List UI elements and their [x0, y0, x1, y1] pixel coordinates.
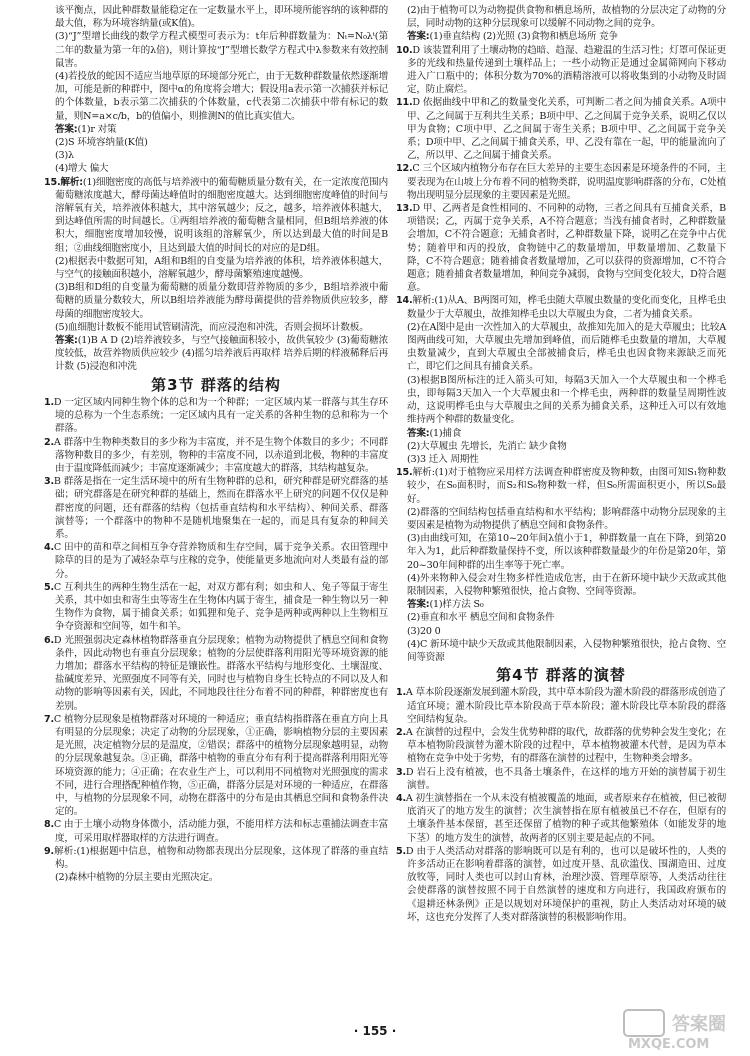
- item-text: C 植物分层现象是植物群落对环境的一种适应；垂直结构指群落在垂直方向上具有明显的分层现象；决定了动物的分层现象，①正确，影响植物分层的主要因素是光照，决定植物分层的是温度，②错误；群落中的植物分层现象越明显，动物的分层现象越复杂。③正确，群落中植物的垂直分布有利于提高群落利用阳光等环境资源的能力；④正确；在农业生产上，可以利用不同植物对光照强度的需求不同，进行合理搭配种植作物，⑤正确，群落分层是对环境的一种适应，在群落中，与植物的分层现象不同，动物在群落中的分布是由其栖息空间和食物条件决定的。: [53, 713, 388, 818]
- answer-line: (1)捕食: [429, 427, 462, 439]
- item-number: 15.: [396, 467, 413, 479]
- list-item: [44, 871, 388, 884]
- right-column: [396, 4, 726, 924]
- left-column: [44, 4, 388, 884]
- item-number: 12.: [396, 163, 413, 175]
- list-item: [44, 475, 388, 541]
- answer-block: [396, 30, 726, 43]
- item-text: D 该装置利用了土壤动物的趋暗、趋湿、趋避温的生活习性；灯罩可保证更多的光线和热量传递到土壤样品上；一些小动物正是通过金属筛网向下移动进入广口瓶中的；体积分数为70%的酒精溶液可以将收集到的小动物及时固定，防止腐烂。: [407, 44, 726, 96]
- section-title: 第3节 群落的结构: [151, 375, 281, 394]
- list-item: [44, 436, 388, 476]
- item-text: 解析:(1)从A、B两图可知，桦毛虫随大草履虫数量的变化而变化，且桦毛虫数量少于大草履虫，故推知桦毛虫以大草履虫为食，二者为捕食关系。: [407, 295, 726, 320]
- item-number: 3.: [396, 766, 406, 778]
- watermark-title: 答案圈: [672, 1014, 726, 1035]
- item-number: 6.: [44, 634, 54, 646]
- answer-line: (2)垂直和水平 栖息空间和食物条件: [407, 612, 555, 624]
- answer-block: [396, 427, 726, 440]
- answer-label: 答案:: [407, 31, 430, 43]
- explanation-text: (1)细胞密度的高低与培养液中的葡萄糖质量分数有关，在一定浓度范围内葡萄糖浓度越大，酵母菌达峰值时的细胞密度越大。达到细胞密度峰值的时间与溶解氧有关，培养液体积越大，其中溶氧越少；反之，越多，培养液体积越大，到达峰值所需的时间越长。①两组培养液的葡萄糖含量相同，但B组培养液的体积大，细胞密度增加较慢，说明该组的溶解氧少，所以达到最大值的时间是B组；②曲线细胞密度小，且达到最大值的时间长的对应的是D组。: [55, 176, 388, 254]
- answer-line: (4)增大 偏大: [55, 163, 109, 175]
- list-item: [396, 572, 726, 598]
- answer-line: (4)C 新环境中缺少天敌或其他限制因素，入侵物种繁殖很快，抢占食物、空间等资源: [407, 638, 726, 663]
- answer-block: [396, 598, 726, 611]
- item-text: D 光照强弱决定森林植物群落垂直分层现象；植物为动物提供了栖息空间和食物条件，因此动物也有垂直分层现象；植物的分层使群落利用阳光等环境资源的能力增加；群落水平结构的特征是镶嵌性。群落水平结构与地形变化、土壤湿度、盐碱度差异、光照强度不同等有关，同时也与植物自身生长特点的不同以及人和动物的影响等因素有关，因此，不同地段往往分布着不同的种群，种群密度也有差别。: [53, 634, 388, 712]
- item-text: (2)森林中植物的分层主要由光照决定。: [55, 872, 219, 884]
- list-item: [396, 162, 726, 202]
- list-item: [44, 541, 388, 581]
- item-text: (3)由曲线可知，在第10~20年间λ值小于1，种群数量一直在下降，到第20年入为1，此后种群数量保持不变，所以该种群数量最少的年份是第20年，第20~30年间种群的出生率等于死亡率。: [407, 533, 726, 571]
- answer-block: [44, 123, 388, 136]
- item-number: 9.: [44, 845, 54, 857]
- list-item: [44, 818, 388, 844]
- answer-line: (3)λ: [55, 150, 74, 162]
- watermark-logo: [622, 1006, 742, 1052]
- answer-text: (1)B A D (2)培养液较多，与空气接触面积较小，故供氧较少 (3)葡萄糖浓度较低，故营养物质供应较少 (4)摇匀培养液后再取样 培养后期的样液稀释后再计数 (5)浸泡和冲洗: [55, 335, 388, 373]
- item-text: D 依据曲线中甲和乙的数量变化关系，可判断二者之间为捕食关系。A项中甲、乙之间属于互利共生关系；B项中甲、乙之间属于竞争关系，说明乙仅以甲为食物；C项中甲、乙之间属于寄生关系；B项中甲、乙之间属于竞争关系；D项中甲、乙之间属于捕食关系，甲、乙没有靠在一起，甲的能量流向了乙，所以甲、乙之间属于捕食关系。: [407, 97, 726, 162]
- item-text: A 群落中生物种类数目的多少称为丰富度，并不是生物个体数目的多少；不同群落物种数目的多少，有差别，物种的丰富度不同，以赤道到北极，物种的丰富度由于温度降低而减少；丰富度逐渐减少；丰富度越大的群落，其结构越复杂。: [53, 436, 388, 474]
- list-item: [396, 44, 726, 97]
- answer-block: [44, 334, 388, 374]
- item-number: 3.: [44, 476, 54, 488]
- item-text: (4)外来物种入侵会对生物多样性造成危害，由于在新环境中缺少天敌或其他限制因素，入侵物种繁殖很快，抢占食物、空间等资源。: [407, 572, 726, 597]
- item-number: 2.: [396, 726, 406, 738]
- item-text: A 初生演替指在一个从未没有植被覆盖的地面，或者原来存在植被，但已被彻底消灭了的地方发生的演替；次生演替指在原有植被虽已不存在，但原有的土壤条件基本保留，甚至还保留了植物的种子或其他繁殖体（如能发芽的地下茎）的地方发生的演替，故两者的区别主要是起点的不同。: [405, 792, 726, 844]
- explanation-label: 解析:: [60, 176, 83, 188]
- item-text: (3)根据B图所标注的迁入箭头可知，每隔3天加入一个大草履虫和一个桦毛虫，即每隔3天加入一个大草履虫和一个桦毛虫，两种群的数量呈周期性波动，这说明桦毛虫与大草履虫之间的关系为捕食关系，这种迁入可以有效地维持两个种群的数量变化。: [407, 374, 726, 426]
- list-item: [396, 792, 726, 845]
- list-item: [44, 713, 388, 819]
- answer-line: (3)20 0: [407, 625, 441, 637]
- item-text: (2)在A图中是由一次性加入的大草履虫，故推知先加入的是大草履虫；比较A图两曲线可知，大草履虫先增加到峰值，而后随桦毛虫数量的增加，大草履虫数量减少，直到大草履虫全部被捕食后，桦毛虫也因食物来源缺乏而死亡，即它们之间具有捕食关系。: [407, 321, 726, 373]
- paragraph: (2)由于植物可以为动物提供食物和栖息场所，故植物的分层决定了动物的分层，同时动物的这种分层现象可以缓解不同动物之间的竞争。: [407, 5, 726, 30]
- item-number: 2.: [44, 436, 54, 448]
- answer-label: 答案:: [55, 335, 78, 347]
- list-item: [44, 396, 388, 436]
- item-number: 13.: [396, 203, 413, 215]
- item-text: (2)群落的空间结构包括垂直结构和水平结构；影响群落中动物分层现象的主要因素是植物为动物提供了栖息空间和食物条件。: [407, 506, 726, 531]
- item-text: C 田中的苗和草之间相互争夺营养物质和生存空间，属于竞争关系。农田管理中除草的目的是为了减轻杂草与庄稼的竞争，使能量更多地流向对人类最有益的部分。: [53, 542, 388, 580]
- item-text: 解析:(1)根据题中信息，植物和动物都表现出分层现象，这体现了群落的垂直结构。: [53, 845, 388, 870]
- item-text: B 群落是指在一定生活环境中的所有生物种群的总和，研究种群是研究群落的基础；研究群落是在研究种群的基础上，然而在群落水平上研究的问题不仅仅是种群密度的问题，还有群落的结构（包括垂直结构和水平结构）、种间关系、群落演替等；一个群落中的物种不是随机地聚集在一起的，而是具有复杂的种间关系。: [53, 476, 388, 540]
- page-number: · 155 ·: [353, 1024, 397, 1038]
- list-item: [396, 466, 726, 506]
- answer-line: (1)r 对策: [77, 123, 117, 135]
- list-item: [396, 726, 726, 766]
- item-number: 1.: [44, 396, 54, 408]
- item-number: 8.: [44, 819, 54, 831]
- item-text: C 由于土壤小动物身体微小，活动能力强，不能用样方法和标志重捕法调查丰富度，可采用取样器取样的方法进行调查。: [53, 819, 388, 844]
- explanation-text: (5)血细胞计数板不能用试管刷清洗，而应浸泡和冲洗，否则会损坏计数板。: [55, 321, 369, 333]
- item-text: D 一定区域内同种生物个体的总和为一个种群；一定区域内某一群落与其生存环境的总称为一个生态系统；一定区域内具有一定关系的各种生物的总和称为一个群落。: [53, 396, 388, 435]
- answer-label: 答案:: [55, 123, 78, 135]
- item-text: C 三个区域内植物分布存在巨大差异的主要生态因素是环境条件的不同，主要表现为在山坡上分布着不同的植物类群，说明温度影响群落的分布，C处植物出现明显分层现象的主要因素是光照。: [407, 163, 726, 201]
- list-item: [396, 686, 726, 726]
- item-number: 4.: [44, 542, 54, 554]
- paragraph: 该平衡点，因此种群数量能稳定在一定数量水平上，即环境所能容纳的该种群的最大值，称为环境容纳量(或K值)。: [55, 5, 388, 30]
- section-title: 第4节 群落的演替: [496, 666, 626, 685]
- item-number: 10.: [396, 44, 413, 56]
- paragraph: (4)若投放的蛇因不适应当地草原的环境部分死亡，由于无数种群数量依然逐渐增加，可能是新的种群中，图中α的角度将会增大；假设用a表示第一次捕获并标记的个体数量，b表示第二次捕获的个体数量，c代表第二次捕获中带有标记的数量，则N=a×c/b，b的值偏小，则推测N的值比真实值大。: [55, 71, 388, 122]
- list-item: [396, 845, 726, 924]
- list-item: [396, 374, 726, 427]
- item-number: 1.: [396, 687, 406, 699]
- item-number: 5.: [44, 581, 54, 593]
- answer-line: (2)S 环境容纳量(K值): [55, 137, 148, 149]
- watermark-url: MXQE.COM: [628, 1037, 710, 1052]
- item-text: D 甲、乙两者是食性相同的、不同种的动物，三者之间具有互捕食关系，B项错误；乙，丙属于竞争关系，A不符合题意；当浅有捕食者时，乙种群数量会增加，C不符合题意；无捕食者时，乙种群数量下降，说明乙在竞争中占优势；随着甲和丙的投放，食物链中乙的数量增加，甲数量增加、乙数量下降，C不符合题意；随着捕食者数量增加，乙可以获得的资源增加，C不符合题意；随着捕食者数量增加，种间竞争减弱，食物与空间变化较大，D符合题意。: [407, 203, 726, 294]
- item-text: A 草本阶段逐渐发展到灌木阶段，其中草本阶段为灌木阶段的群落形成创造了适宜环境；灌木阶段比草本阶段高于草本阶段；灌木阶段比草本阶段的群落空间结构复杂。: [405, 687, 726, 725]
- item-text: D 岩石上没有植被，也不具备土壤条件，在这样的地方开始的演替属于初生演替。: [405, 766, 726, 791]
- item-number: 14.: [396, 295, 413, 307]
- item-text: C 互利共生的两种生物生活在一起，对双方都有利；如虫和人、兔子等鼠于寄生关系，其中如虫和寄生虫等寄生在生物体内属于寄生，捕食是一种生物以另一种生物作为食物，属于捕食关系；如狐狸和兔子、竞争是两种或两种以上生物相互争夺资源和空间等，如牛和羊。: [53, 581, 388, 633]
- question-explanation: [44, 176, 388, 255]
- item-text: D 由于人类活动对群落的影响既可以是有利的，也可以是破坏性的，人类的许多活动正在影响着群落的演替，如过度开垦、乱砍滥伐、围湖造田、过度放牧等，同时人类也可以封山育林，治理沙漠、管理草原等，人类活动往往会使群落的演替按照不同于自然演替的速度和方向进行，我国政府颁布的《退耕还林条例》正是以规划对环境保护的重视，防止人类活动对环境的破坏，这也充分发挥了人类对群落演替的积极影响作用。: [405, 845, 726, 923]
- list-item: [396, 202, 726, 294]
- explanation-text: (2)根据表中数据可知，A组和B组的自变量为培养液的体积，培养液体积越大，与空气的接触面积越小，溶解氧越少，酵母菌繁殖速度越慢。: [55, 255, 388, 281]
- list-item: [396, 766, 726, 792]
- list-item: [396, 96, 726, 162]
- item-number: 5.: [396, 845, 406, 857]
- item-number: 4.: [396, 792, 406, 804]
- list-item: [44, 581, 388, 634]
- answer-label: 答案:: [407, 427, 430, 439]
- list-item: [44, 634, 388, 713]
- item-number: 11.: [396, 97, 413, 109]
- list-item: [44, 845, 388, 871]
- item-number: 7.: [44, 713, 54, 725]
- answer-label: 答案:: [407, 599, 430, 611]
- answer-line: (1)样方法 S₀: [429, 599, 484, 611]
- list-item: [396, 532, 726, 572]
- answer-line: (3)3 迁入 周期性: [407, 453, 479, 465]
- item-text: A 在演替的过程中，会发生优势种群的取代，故群落的优势种会发生变化；在草本植物阶段演替为灌木阶段的过程中，草本植物被灌木代替，是因为草本植物在竞争中处于劣势，有的群落在演替的过程中，生物种类会增多。: [405, 726, 726, 765]
- item-text: 解析:(1)对于植物应采用样方法调查种群密度及物种数，由图可知S₁物种数较少，在S₀面积时，而S₂和S₀物种数一样，但S₀所需面积更小，所以S₀最好。: [407, 467, 726, 505]
- answer-text: (1)垂直结构 (2)光照 (3)食物和栖息场所 竞争: [429, 31, 618, 43]
- list-item: [396, 506, 726, 532]
- list-item: [396, 321, 726, 374]
- answer-line: (2)大草履虫 先增长，先消亡 缺少食物: [407, 440, 567, 452]
- question-number: 15.: [44, 176, 61, 188]
- paragraph: (3)“J”型增长曲线的数学方程式模型可表示为：t年后种群数量为：Nₜ=N₀λᵗ(第二年的数量为第一年的λ倍)，则计算按“J”型增长数学方程式中λ参数来有效控制鼠害。: [55, 31, 388, 69]
- list-item: [396, 294, 726, 320]
- explanation-text: (3)B组和D组的自变量为葡萄糖的质量分数即营养物质的多少，B组培养液中葡萄糖的质量分数较大，所以B组培养液能为酵母菌提供的营养物质供应较多，酵母菌的细胞密度较大。: [55, 282, 388, 320]
